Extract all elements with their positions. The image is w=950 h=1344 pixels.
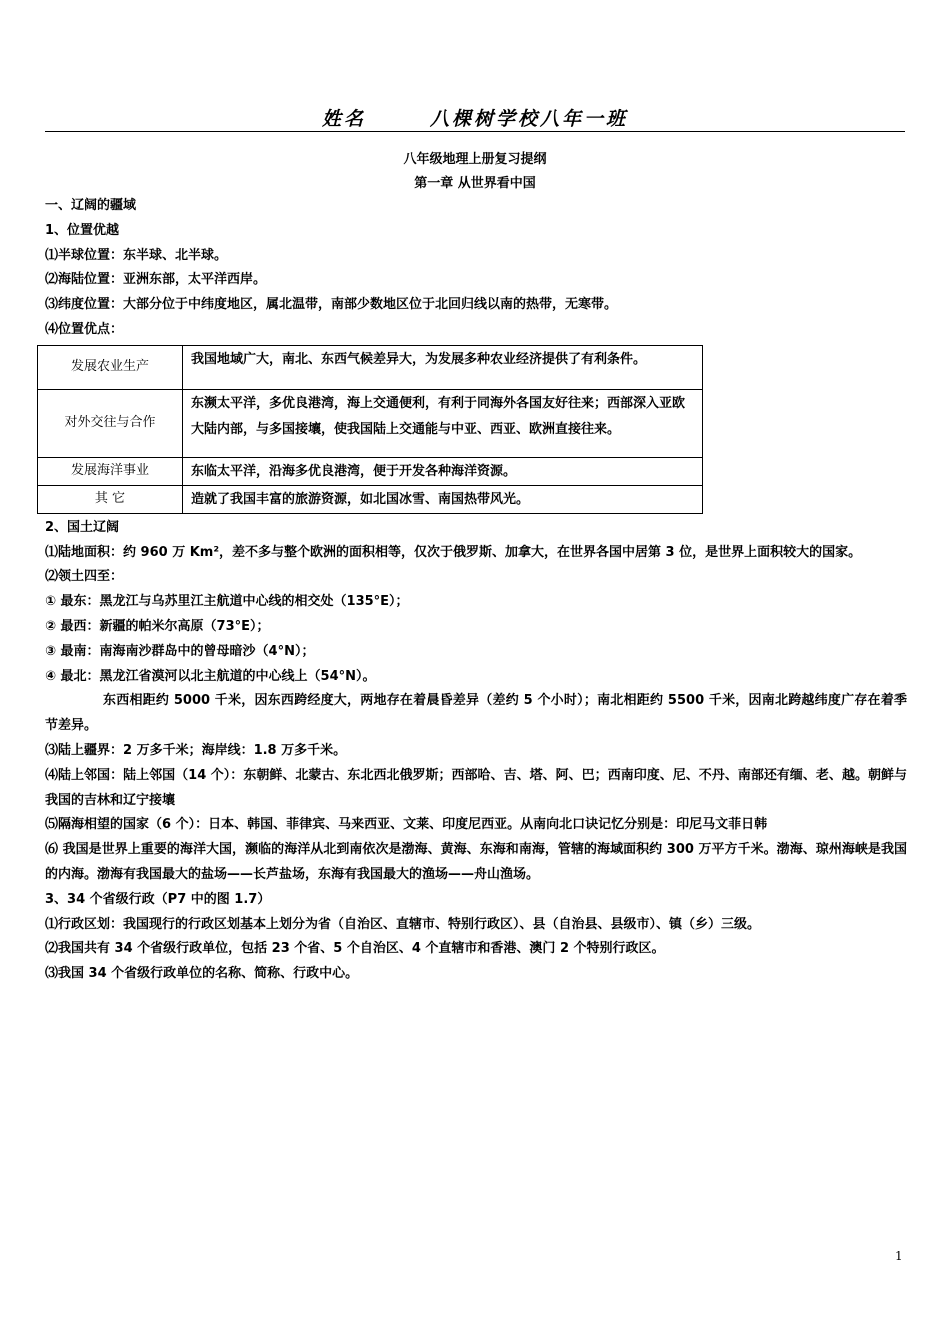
list-item: ⑵领土四至： (45, 569, 124, 585)
list-item: ⑴半球位置：东半球、北半球。 (45, 247, 228, 263)
table-cell-key: 发展农业生产 (38, 345, 183, 389)
list-item: ③ 最南：南海南沙群岛中的曾母暗沙（4°N）； (45, 643, 315, 659)
subsection-heading: 1、位置优越 (45, 222, 120, 238)
paragraph: 东西相距约 5000 千米，因东西跨经度大，两地存在着晨昏差异（差约 5 个小时）；南北相距约 5500 千米，因南北跨越纬度广存在着季节差异。 (45, 693, 907, 734)
list-item: ⑶我国 34 个省级行政单位的名称、简称、行政中心。 (45, 966, 359, 982)
section-heading: 一、辽阔的疆域 (45, 198, 137, 213)
list-item: ⑶陆上疆界：2 万多千米；海岸线：1.8 万多千米。 (45, 742, 347, 758)
subsection-heading: 2、国土辽阔 (45, 519, 120, 535)
table-cell-value: 东濒太平洋，多优良港湾，海上交通便利，有利于同海外各国友好往来；西部深入亚欧大陆内部，与多国接壤，使我国陆上交通能与中亚、西亚、欧洲直接往来。 (183, 389, 703, 457)
table-cell-value: 东临太平洋，沿海多优良港湾，便于开发各种海洋资源。 (183, 457, 703, 485)
list-item: ⑵海陆位置：亚洲东部，太平洋西岸。 (45, 272, 267, 288)
list-item: ① 最东：黑龙江与乌苏里江主航道中心线的相交处（135°E）； (45, 594, 409, 610)
paragraph: ⑸隔海相望的国家（6 个）：日本、韩国、菲律宾、马来西亚、文莱、印度尼西亚。从南向北口诀记忆分别是：印尼马文菲日韩 (45, 817, 768, 833)
document-body (45, 194, 907, 987)
table-cell-key: 发展海洋事业 (38, 457, 183, 485)
table-cell-key: 其 它 (38, 485, 183, 513)
table-row (38, 457, 703, 485)
list-item: ⑷位置优点： (45, 321, 124, 337)
location-advantages-table (37, 345, 703, 514)
page-number: 1 (895, 1249, 903, 1263)
school-class: 八棵树学校八年一班 (430, 108, 629, 130)
subsection-heading: 3、34 个省级行政（P7 中的图 1.7） (45, 891, 271, 907)
list-item: ② 最西：新疆的帕米尔高原（73°E）； (45, 618, 270, 634)
table-cell-key: 对外交往与合作 (38, 389, 183, 457)
paragraph: ⑴陆地面积：约 960 万 Km²，差不多与整个欧洲的面积相等，仅次于俄罗斯、加拿大，在世界各国中居第 3 位，是世界上面积较大的国家。 (45, 544, 862, 560)
table-row (38, 345, 703, 389)
chapter-title: 第一章 从世界看中国 (414, 176, 536, 191)
page-header (45, 104, 905, 132)
paragraph: ⑷陆上邻国：陆上邻国（14 个）：东朝鲜、北蒙古、东北西北俄罗斯；西部哈、吉、塔、阿、巴；西南印度、尼、不丹、南部还有缅、老、越。朝鲜与我国的吉林和辽宁接壤 (45, 767, 907, 808)
table-cell-value: 我国地域广大，南北、东西气候差异大，为发展多种农业经济提供了有利条件。 (183, 345, 703, 389)
table-cell-value: 造就了我国丰富的旅游资源，如北国冰雪、南国热带风光。 (183, 485, 703, 513)
table-row (38, 389, 703, 457)
table-row (38, 485, 703, 513)
document-title: 八年级地理上册复习提纲 (403, 152, 547, 167)
list-item: ⑶纬度位置：大部分位于中纬度地区，属北温带，南部少数地区位于北回归线以南的热带，无寒带。 (45, 297, 618, 313)
list-item: ④ 最北：黑龙江省漠河以北主航道的中心线上（54°N）。 (45, 668, 376, 684)
list-item: ⑵我国共有 34 个省级行政单位，包括 23 个省、5 个自治区、4 个直辖市和香港、澳门 2 个特别行政区。 (45, 941, 665, 957)
header-rule (45, 131, 905, 132)
paragraph: ⑹ 我国是世界上重要的海洋大国，濒临的海洋从北到南依次是渤海、黄海、东海和南海，管辖的海域面积约 300 万平方千米。渤海、琼州海峡是我国的内海。渤海有我国最大的盐场——长芦盐场，东海有我国最大的渔场——舟山渔场。 (45, 842, 907, 882)
name-label: 姓名 (321, 108, 366, 130)
list-item: ⑴行政区划：我国现行的行政区划基本上划分为省（自治区、直辖市、特别行政区）、县（自治县、县级市）、镇（乡）三级。 (45, 916, 761, 932)
